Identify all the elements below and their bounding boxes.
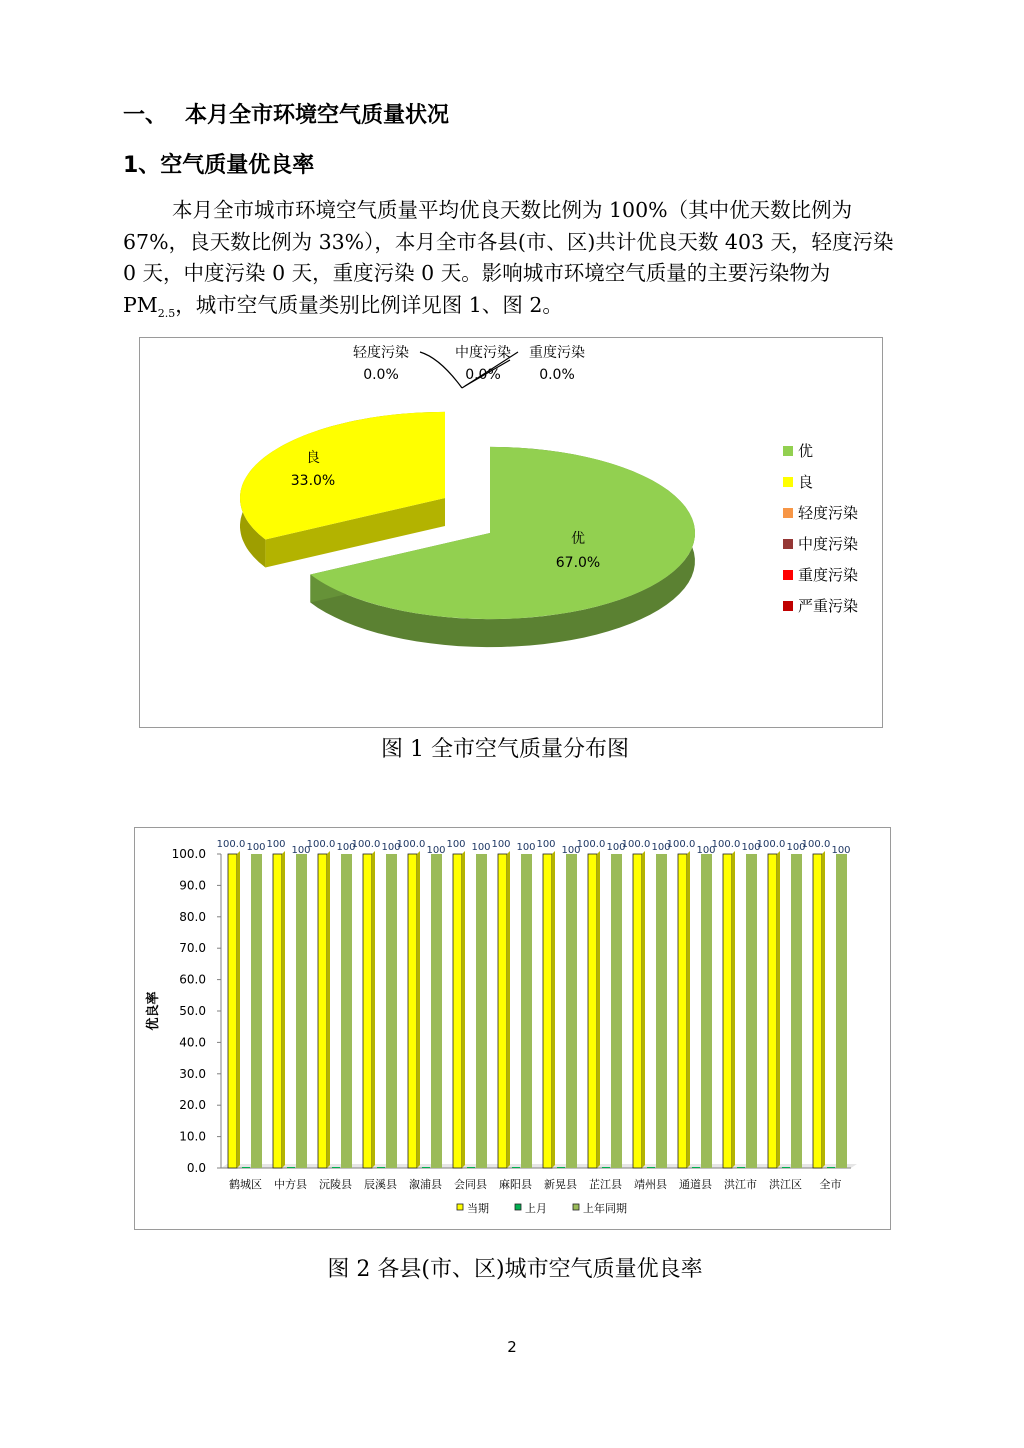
bar-lastyear (521, 854, 532, 1168)
bar-lastyear (611, 854, 622, 1168)
y-tick-label: 20.0 (179, 1098, 206, 1113)
legend-swatch (783, 477, 793, 487)
legend-swatch (515, 1204, 521, 1210)
bar-label: 100 (336, 842, 356, 853)
bar-current-side (282, 851, 285, 1168)
bar-current-side (687, 851, 690, 1168)
bar-current (228, 854, 237, 1168)
y-tick-label: 0.0 (186, 1161, 206, 1175)
bar-current-side (237, 851, 240, 1168)
y-axis-title: 优良率 (146, 991, 161, 1031)
bar-lastmonth (557, 1167, 565, 1168)
y-tick-label: 90.0 (179, 878, 206, 893)
bar-lastmonth (332, 1167, 340, 1168)
bar-lastmonth (467, 1167, 475, 1168)
bar-current-side (597, 851, 600, 1168)
bar-label: 100 (536, 839, 556, 850)
pie-label-value: 0.0% (465, 367, 501, 383)
bar-label: 100 (246, 842, 266, 853)
legend-swatch (783, 570, 793, 580)
bar-lastmonth (602, 1167, 610, 1168)
bar-lastyear (836, 854, 847, 1168)
bar-label: 100 (606, 842, 626, 853)
x-tick-label: 沅陵县 (319, 1178, 352, 1191)
x-tick-label: 会同县 (454, 1178, 487, 1191)
x-tick-label: 新晃县 (544, 1178, 577, 1191)
x-tick-label: 芷江县 (589, 1178, 622, 1191)
x-tick-label: 通道县 (679, 1178, 712, 1191)
y-tick-label: 100.0 (171, 847, 206, 861)
bar-lastmonth (692, 1167, 700, 1168)
bar-label: 100.0 (306, 839, 336, 850)
figure1-caption: 图 1 全市空气质量分布图 (381, 737, 629, 762)
bar-chart (135, 828, 890, 1229)
bar-current (678, 854, 687, 1168)
legend-label: 中度污染 (798, 535, 859, 553)
bar-current-side (372, 851, 375, 1168)
bar-lastmonth (242, 1167, 250, 1168)
bar-label: 100 (381, 842, 401, 853)
bar-label: 100 (651, 842, 671, 853)
bar-label: 100 (516, 842, 536, 853)
legend-label: 良 (798, 473, 814, 491)
bar-current-side (777, 851, 780, 1168)
y-tick-label: 40.0 (179, 1035, 206, 1050)
bar-current (633, 854, 642, 1168)
bar-current (723, 854, 732, 1168)
bar-lastyear (296, 854, 307, 1168)
x-tick-label: 溆浦县 (409, 1178, 442, 1191)
section-number: 一、 (123, 103, 168, 128)
x-tick-label: 洪江市 (724, 1178, 757, 1191)
section-title: 本月全市环境空气质量状况 (185, 103, 450, 128)
bar-label: 100.0 (576, 839, 606, 850)
pie-label-value: 0.0% (363, 367, 399, 383)
bar-label: 100 (831, 845, 851, 856)
bar-lastmonth (512, 1167, 520, 1168)
y-tick-label: 80.0 (179, 909, 206, 924)
bar-current-side (552, 851, 555, 1168)
bar-label: 100 (561, 845, 581, 856)
x-tick-label: 洪江区 (769, 1178, 802, 1191)
x-tick-label: 鹤城区 (229, 1178, 262, 1191)
y-tick-label: 70.0 (179, 941, 206, 956)
bar-label: 100.0 (621, 839, 651, 850)
bar-label: 100 (471, 842, 491, 853)
bar-label: 100.0 (711, 839, 741, 850)
legend-swatch (457, 1204, 463, 1210)
legend-label: 当期 (467, 1202, 489, 1215)
legend-label: 轻度污染 (798, 504, 859, 522)
bar-label: 100 (446, 839, 466, 850)
bar-current-side (822, 851, 825, 1168)
bar-label: 100.0 (216, 839, 246, 850)
body-paragraph (123, 195, 908, 329)
pie-label-value: 67.0% (555, 555, 601, 571)
bar-lastmonth (782, 1167, 790, 1168)
bar-current (588, 854, 597, 1168)
bar-current-side (507, 851, 510, 1168)
legend-label: 优 (798, 442, 814, 460)
bar-current (318, 854, 327, 1168)
legend-label: 上月 (525, 1202, 547, 1215)
bar-current-side (642, 851, 645, 1168)
legend-swatch (783, 446, 793, 456)
bar-lastyear (701, 854, 712, 1168)
bar-lastyear (566, 854, 577, 1168)
bar-label: 100.0 (396, 839, 426, 850)
bar-lastmonth (737, 1167, 745, 1168)
legend-swatch (783, 539, 793, 549)
section-heading (123, 98, 449, 129)
bar-current (498, 854, 507, 1168)
bar-lastmonth (287, 1167, 295, 1168)
bar-label: 100.0 (351, 839, 381, 850)
figure2-caption: 图 2 各县(市、区)城市空气质量优良率 (327, 1257, 703, 1282)
x-tick-label: 靖州县 (634, 1178, 667, 1191)
bar-lastyear (656, 854, 667, 1168)
legend-label: 重度污染 (798, 566, 859, 584)
pie-chart (140, 338, 882, 727)
bar-current (813, 854, 822, 1168)
bar-label: 100 (741, 842, 761, 853)
bar-lastmonth (377, 1167, 385, 1168)
bar-current-side (732, 851, 735, 1168)
bar-current (768, 854, 777, 1168)
bar-lastyear (251, 854, 262, 1168)
bar-current (453, 854, 462, 1168)
subsection-heading: 1、空气质量优良率 (123, 153, 315, 178)
bar-lastyear (791, 854, 802, 1168)
bar-chart-frame (134, 827, 891, 1230)
bar-label: 100 (291, 845, 311, 856)
bar-label: 100.0 (756, 839, 786, 850)
bar-lastyear (341, 854, 352, 1168)
chart-floor (221, 1164, 857, 1168)
pm-subscript: 2.5 (157, 306, 176, 320)
pie-chart-frame (139, 337, 883, 728)
y-tick-label: 10.0 (179, 1129, 206, 1144)
legend-swatch (573, 1204, 579, 1210)
bar-lastyear (476, 854, 487, 1168)
bar-label: 100 (491, 839, 511, 850)
y-tick-label: 50.0 (179, 1004, 206, 1018)
pie-slice-良 (240, 412, 445, 568)
legend-label: 上年同期 (583, 1202, 627, 1215)
x-tick-label: 中方县 (274, 1178, 307, 1191)
x-tick-label: 麻阳县 (499, 1178, 532, 1191)
bar-label: 100 (786, 842, 806, 853)
bar-lastmonth (647, 1167, 655, 1168)
legend-swatch (783, 601, 793, 611)
pie-label-name: 轻度污染 (353, 345, 409, 361)
bar-label: 100 (696, 845, 716, 856)
bar-current (273, 854, 282, 1168)
bar-lastmonth (827, 1167, 835, 1168)
pie-label-name: 中度污染 (455, 345, 511, 361)
bar-current (408, 854, 417, 1168)
pie-label-name: 优 (571, 531, 585, 547)
bar-lastmonth (422, 1167, 430, 1168)
bar-label: 100 (426, 845, 446, 856)
bar-current-side (462, 851, 465, 1168)
pie-label-name: 重度污染 (529, 345, 585, 361)
y-tick-label: 30.0 (179, 1066, 206, 1081)
para-part2: ，城市空气质量类别比例详见图 1、图 2。 (175, 292, 563, 317)
bar-label: 100.0 (801, 839, 831, 850)
y-tick-label: 60.0 (179, 972, 206, 987)
bar-current-side (327, 851, 330, 1168)
bar-label: 100.0 (666, 839, 696, 850)
x-tick-label: 全市 (819, 1178, 842, 1191)
x-tick-label: 辰溪县 (364, 1178, 397, 1191)
legend-swatch (783, 508, 793, 518)
legend-label: 严重污染 (798, 597, 859, 615)
pie-label-value: 0.0% (539, 367, 575, 383)
bar-lastyear (746, 854, 757, 1168)
bar-current (543, 854, 552, 1168)
page-number: 2 (507, 1338, 517, 1356)
pie-label-name: 良 (306, 450, 320, 466)
bar-current-side (417, 851, 420, 1168)
bar-lastyear (386, 854, 397, 1168)
pie-label-value: 33.0% (290, 473, 336, 489)
bar-label: 100 (266, 839, 286, 850)
para-part1: 本月全市城市环境空气质量平均优良天数比例为 100%（其中优天数比例为 67%，良天数比例为 33%），本月全市各县(市、区)共计优良天数 403 天，轻度污染 0 天，中度污染 0 天，重度污染 0 天。影响城市环境空气质量的主要污染物为 PM (123, 198, 894, 317)
bar-lastyear (431, 854, 442, 1168)
bar-current (363, 854, 372, 1168)
